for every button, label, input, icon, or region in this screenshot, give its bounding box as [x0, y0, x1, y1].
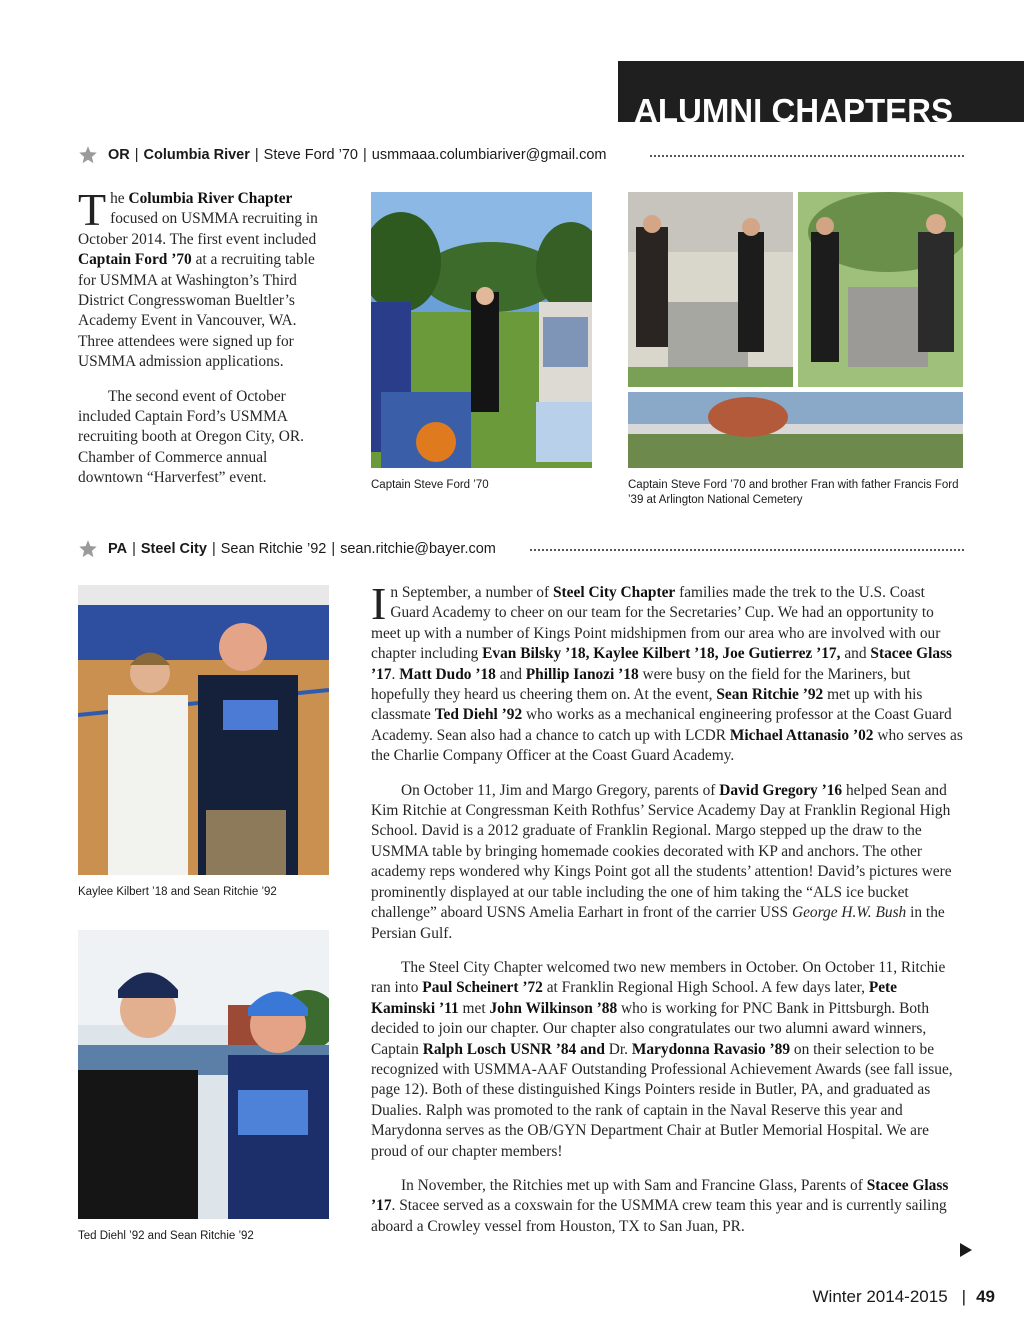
caption-kilbert-ritchie: Kaylee Kilbert ’18 and Sean Ritchie ’92 — [78, 886, 277, 898]
photo-arlington-collage — [628, 192, 963, 468]
continue-arrow-icon — [960, 1243, 972, 1257]
chapter-name: Columbia River — [143, 147, 250, 163]
issue-label: Winter 2014-2015 — [812, 1287, 948, 1306]
chapter-contact: Sean Ritchie ’92 — [220, 541, 327, 557]
pa-paragraph-1: In September, a number of Steel City Chapter families made the trek to the U.S. Coast Guard Academy to cheer on our team for the Secretaries’ Cup. We had an opportunity to meet up with a number of Kings Point midshipmen from our area who are involved with our chapter including Evan Bilsky ’18, Kaylee Kilbert ’18, Joe Gutierrez ’17, and Stacee Glass ’17. Matt Dudo ’18 and Phillip Ianozi ’18 were busy on the field for the Mariners, but hopefully they heard us cheering them on. At the event, Sean Ritchie ’92 met up with his classmate Ted Diehl ’92 who works as a mechanical engineering professor at the Coast Guard Academy. Sean also had a chance to catch up with LCDR Michael Attanasio ’02 who serves as the Charlie Company Officer at the Coast Guard Academy. — [371, 578, 963, 765]
pa-paragraph-2: On October 11, Jim and Margo Gregory, parents of David Gregory ’16 helped Sean and Kim Ritchie at Congressman Keith Rothfus’ Service Academy Day at Franklin Regional High School. David is a 2012 graduate of Franklin Regional. Margo stepped up the draw to the USMMA table by bringing homemade cookies decorated with KP and anchors. The other academy reps wondered why Kings Point got all the students’ attention! David’s pictures were prominently displayed at our table including the one of him taking the “ALS ice bucket challenge” aboard USNS Amelia Earhart in front of the carrier USS George H.W. Bush in the Persian Gulf. — [371, 781, 952, 942]
chapter-contact: Steve Ford ’70 — [263, 147, 358, 163]
or-paragraph-2: The second event of October included Captain Ford’s USMMA recruiting booth at Oregon City, OR. Chamber of Commerce annual downtown “Harverfest” event. — [78, 387, 304, 487]
chapter-email[interactable]: sean.ritchie@bayer.com — [340, 541, 496, 557]
section-title: ALUMNI CHAPTERS — [634, 92, 953, 122]
chapter-email[interactable]: usmmaaa.columbiariver@gmail.com — [371, 147, 607, 163]
caption-captain-ford: Captain Steve Ford ’70 — [371, 479, 489, 491]
chapter-header-or: OR | Columbia River | Steve Ford ’70 | usmmaaa.columbiariver@gmail.com — [78, 144, 606, 166]
chapter-header-pa: PA | Steel City | Sean Ritchie ’92 | sean.ritchie@bayer.com — [78, 538, 496, 560]
page-footer: Winter 2014-2015 | 49 — [812, 1287, 995, 1306]
section-banner — [618, 61, 1024, 122]
chapter-state: OR — [108, 147, 130, 163]
photo-diehl-ritchie — [78, 930, 329, 1219]
header-divider — [650, 155, 964, 157]
or-article — [78, 184, 332, 489]
chapter-state: PA — [108, 541, 128, 557]
photo-kilbert-ritchie — [78, 585, 329, 875]
pa-paragraph-4: In November, the Ritchies met up with Sam and Francine Glass, Parents of Stacee Glass ’17. Stacee served as a coxswain for the USMMA crew team this year and is currently sailing aboard a Crowley vessel from Houston, TX to San Juan, PR. — [371, 1176, 949, 1235]
or-paragraph-1: The Columbia River Chapter focused on USMMA recruiting in October 2014. The first event included Captain Ford ’70 at a recruiting table for USMMA at Washington’s Third District Congresswoman Bueltler’s Academy Event in Vancouver, WA. Three attendees were signed up for USMMA admission applications. — [78, 184, 318, 371]
caption-diehl-ritchie: Ted Diehl ’92 and Sean Ritchie ’92 — [78, 1230, 254, 1242]
pa-article — [371, 578, 963, 1237]
caption-arlington: Captain Steve Ford ’70 and brother Fran with father Francis Ford ’39 at Arlington National Cemetery — [628, 479, 959, 506]
star-icon — [78, 145, 98, 165]
pa-paragraph-3: The Steel City Chapter welcomed two new members in October. On October 11, Ritchie ran into Paul Scheinert ’72 at Franklin Regional High School. A few days later, Pete Kaminski ’11 met John Wilkinson ’88 who is working for PNC Bank in Pittsburgh. Both decided to join our chapter. Our chapter also congratulates our two alumni award winners, Captain Ralph Losch USNR ’84 and Dr. Marydonna Ravasio ’89 on their selection to be recognized with USMMA-AAF Outstanding Professional Achievement Awards (see fall issue, page 12). Both of these distinguished Kings Pointers reside in Butler, PA, and graduated as Dualies. Ralph was promoted to the rank of captain in the Naval Reserve this year and Marydonna serves as the OB/GYN Department Chair at Butler Memorial Hospital. We are proud of our chapter members! — [371, 958, 953, 1160]
page-number: 49 — [976, 1287, 995, 1306]
drop-cap: T — [78, 184, 107, 235]
header-divider — [530, 549, 964, 551]
chapter-name: Steel City — [140, 541, 207, 557]
star-icon — [78, 539, 98, 559]
photo-captain-ford — [371, 192, 592, 468]
drop-cap: I — [371, 578, 387, 629]
